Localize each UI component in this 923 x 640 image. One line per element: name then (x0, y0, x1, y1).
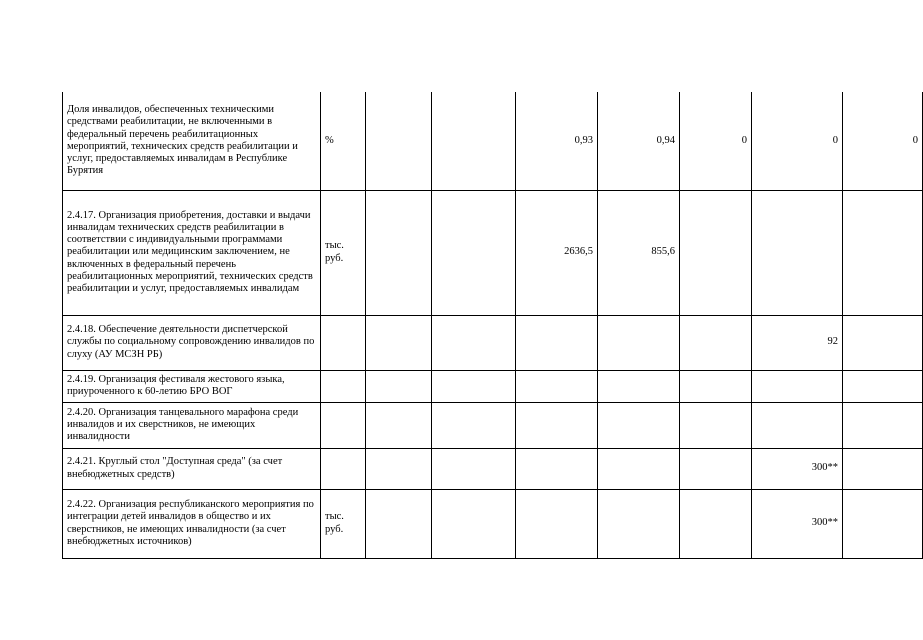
row-value-col4 (598, 402, 680, 448)
row-value-col7 (843, 315, 923, 370)
row-value-col7 (843, 402, 923, 448)
row-unit (321, 370, 366, 402)
row-value-col6: 300** (752, 489, 843, 558)
table-row (63, 448, 923, 489)
row-value-col1 (366, 402, 432, 448)
row-value-col4: 0,94 (598, 92, 680, 190)
row-value-col4 (598, 370, 680, 402)
row-value-col7 (843, 489, 923, 558)
row-value-col7: 0 (843, 92, 923, 190)
row-value-col4 (598, 489, 680, 558)
row-value-col1 (366, 370, 432, 402)
row-value-col6 (752, 190, 843, 315)
row-value-col2 (432, 402, 516, 448)
row-value-col6 (752, 370, 843, 402)
row-value-col2 (432, 190, 516, 315)
row-value-col5 (680, 402, 752, 448)
row-description: 2.4.22. Организация республиканского мероприятия по интеграции детей инвалидов в общество и их сверстников, не имеющих инвалидности (за счет внебюджетных источников) (63, 489, 321, 558)
row-value-col5: 0 (680, 92, 752, 190)
row-value-col3 (516, 370, 598, 402)
row-description: 2.4.21. Круглый стол "Доступная среда" (за счет внебюджетных средств) (63, 448, 321, 489)
row-value-col7 (843, 448, 923, 489)
row-value-col3 (516, 448, 598, 489)
row-value-col2 (432, 315, 516, 370)
row-value-col7 (843, 190, 923, 315)
row-unit (321, 448, 366, 489)
row-unit: % (321, 92, 366, 190)
row-value-col6: 300** (752, 448, 843, 489)
row-value-col3: 0,93 (516, 92, 598, 190)
program-activities-table (62, 92, 923, 559)
row-description: 2.4.20. Организация танцевального марафона среди инвалидов и их сверстников, не имеющих инвалидности (63, 402, 321, 448)
row-value-col3 (516, 315, 598, 370)
row-value-col6: 92 (752, 315, 843, 370)
row-description: 2.4.18. Обеспечение деятельности диспетчерской службы по социальному сопровождению инвалидов по слуху (АУ МСЗН РБ) (63, 315, 321, 370)
table-row (63, 92, 923, 190)
row-value-col4 (598, 315, 680, 370)
row-value-col1 (366, 92, 432, 190)
table-row (63, 315, 923, 370)
table-row (63, 190, 923, 315)
row-value-col5 (680, 489, 752, 558)
table-row (63, 489, 923, 558)
table-row (63, 402, 923, 448)
row-value-col4 (598, 448, 680, 489)
row-unit (321, 402, 366, 448)
row-value-col3 (516, 402, 598, 448)
row-value-col1 (366, 315, 432, 370)
row-unit: тыс. руб. (321, 489, 366, 558)
row-unit (321, 315, 366, 370)
row-value-col1 (366, 448, 432, 489)
row-value-col1 (366, 489, 432, 558)
row-value-col6: 0 (752, 92, 843, 190)
row-value-col2 (432, 370, 516, 402)
row-value-col2 (432, 92, 516, 190)
row-value-col5 (680, 190, 752, 315)
row-value-col5 (680, 448, 752, 489)
table-row (63, 370, 923, 402)
row-value-col6 (752, 402, 843, 448)
row-description: 2.4.19. Организация фестиваля жестового языка, приуроченного к 60-летию БРО ВОГ (63, 370, 321, 402)
row-value-col2 (432, 448, 516, 489)
row-value-col3: 2636,5 (516, 190, 598, 315)
row-description: 2.4.17. Организация приобретения, доставки и выдачи инвалидам технических средств реабилитации в соответствии с индивидуальными программами реабилитации или медицинским заключением, не включенных в федеральный перечень реабилитационных мероприятий, технических средств реабилитации и услуг, предоставляемых инвалидам (63, 190, 321, 315)
row-description: Доля инвалидов, обеспеченных техническими средствами реабилитации, не включенными в федеральный перечень реабилитационных мероприятий, технических средств реабилитации и услуг, предоставляемых инвалидам в Республике Бурятия (63, 92, 321, 190)
row-value-col5 (680, 370, 752, 402)
row-value-col5 (680, 315, 752, 370)
row-unit: тыс. руб. (321, 190, 366, 315)
row-value-col1 (366, 190, 432, 315)
row-value-col2 (432, 489, 516, 558)
row-value-col4: 855,6 (598, 190, 680, 315)
row-value-col7 (843, 370, 923, 402)
row-value-col3 (516, 489, 598, 558)
